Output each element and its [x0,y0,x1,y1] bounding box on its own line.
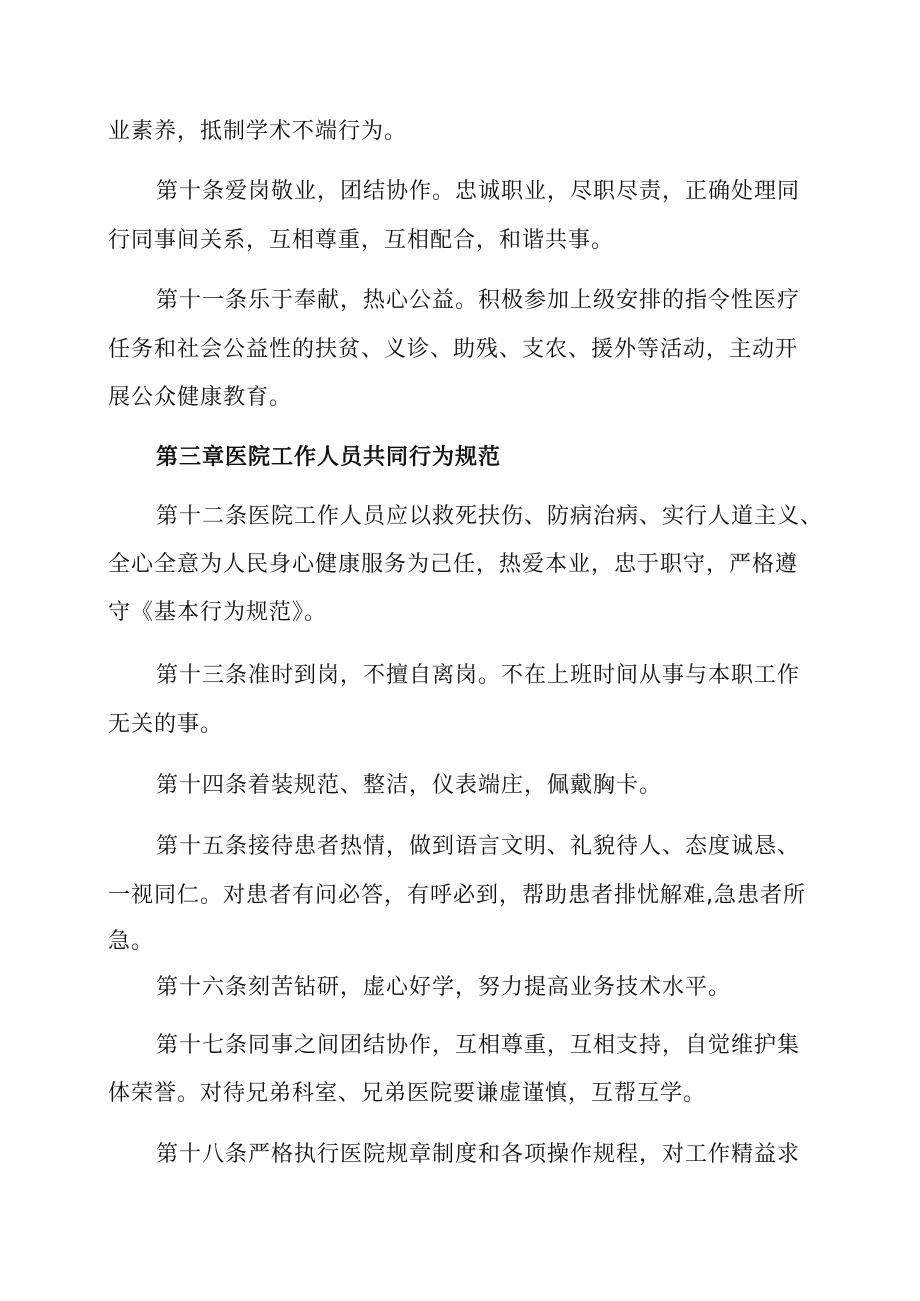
article-13-line-1: 第十三条准时到岗，不擅自离岗。不在上班时间从事与本职工作 [156,663,801,688]
text-line: 业素养，抵制学术不端行为。 [108,119,408,144]
article-17-line-1: 第十七条同事之间团结协作，互相尊重，互相支持，自觉维护集 [156,1033,801,1058]
chapter-3-heading: 第三章医院工作人员共同行为规范 [156,445,502,470]
article-12-line-3: 守《基本行为规范》。 [108,600,328,625]
article-16-line-1: 第十六条刻苦钻研，虚心好学，努力提高业务技术水平。 [156,975,732,1000]
article-15-line-3: 急。 [108,929,155,954]
article-15-line-1: 第十五条接待患者热情，做到语言文明、礼貌待人、态度诚恳、 [156,834,801,859]
article-11-line-3: 展公众健康教育。 [108,385,293,410]
article-13-line-2: 无关的事。 [108,712,224,737]
article-14-line-1: 第十四条着装规范、整洁，仪表端庄，佩戴胸卡。 [156,773,663,798]
article-12-line-1: 第十二条医院工作人员应以救死扶伤、防病治病、实行人道主义、 [156,504,824,529]
article-10-line-1: 第十条爱岗敬业，团结协作。忠诚职业，尽职尽责，正确处理同 [156,179,801,204]
article-11-line-1: 第十一条乐于奉献，热心公益。积极参加上级安排的指令性医疗 [156,288,801,313]
article-18-line-1: 第十八条严格执行医院规章制度和各项操作规程，对工作精益求 [156,1142,801,1167]
article-17-line-2: 体荣誉。对待兄弟科室、兄弟医院要谦虚谨慎，互帮互学。 [108,1081,707,1106]
article-15-line-2: 一视同仁。对患者有问必答，有呼必到，帮助患者排忧解难,急患者所 [108,883,806,908]
article-10-line-2: 行同事间关系，互相尊重，互相配合，和谐共事。 [108,228,615,253]
article-11-line-2: 任务和社会公益性的扶贫、义诊、助残、支农、援外等活动，主动开 [108,337,799,362]
article-12-line-2: 全心全意为人民身心健康服务为己任，热爱本业，忠于职守，严格遵 [108,552,799,577]
